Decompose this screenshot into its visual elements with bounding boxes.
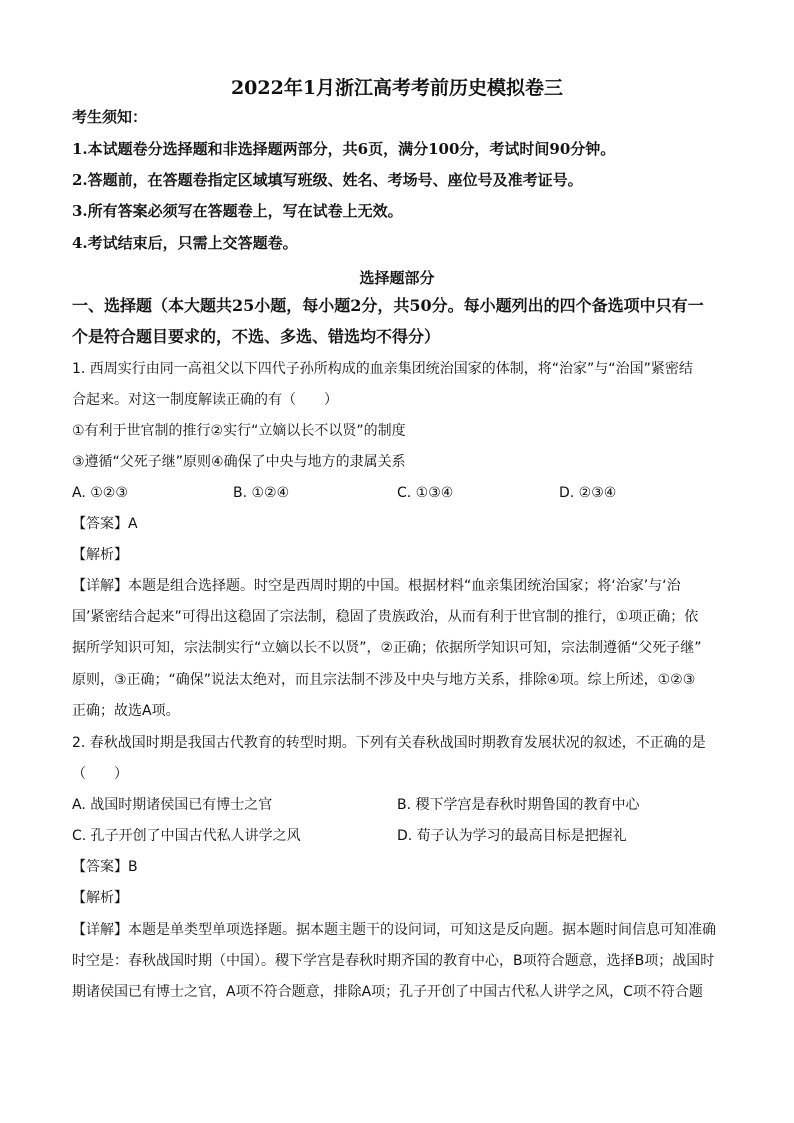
page-title: 2022年1月浙江高考考前历史模拟卷三	[230, 77, 564, 99]
q1-option-b: B. ①②④	[233, 485, 290, 501]
notice-item-2: 2.答题前，在答题卷指定区域填写班级、姓名、考场号、座位号及准考证号。	[72, 171, 583, 189]
q2-detail-line-1: 【详解】本题是单类型单项选择题。据本题主题干的设问词，可知这是反向题。据本题时间信息可知准确	[72, 922, 716, 938]
q1-stem-line-2: 合起来。对这一制度解读正确的有（ ）	[72, 392, 338, 408]
notice-heading: 考生须知：	[72, 108, 148, 126]
q2-detail-line-3: 期诸侯国已有博士之官，A项不符合题意，排除A项；孔子开创了中国古代私人讲学之风，C项不符合题	[72, 984, 703, 1000]
q1-stem-line-4: ③遵循“父死子继”原则④确保了中央与地方的隶属关系	[72, 454, 406, 470]
q1-analysis-label: 【解析】	[72, 547, 128, 563]
q2-option-d: D. 荀子认为学习的最高目标是把握礼	[397, 828, 627, 844]
section-instruction-1: 一、选择题（本大题共25小题，每小题2分，共50分。每小题列出的四个备选项中只有一	[72, 296, 704, 315]
notice-item-1: 1.本试题卷分选择题和非选择题两部分，共6页，满分100分，考试时间90分钟。	[72, 140, 616, 158]
section-title: 选择题部分	[359, 269, 435, 287]
q1-option-d: D. ②③④	[559, 485, 617, 501]
q2-stem-line-1: 2. 春秋战国时期是我国古代教育的转型时期。下列有关春秋战国时期教育发展状况的叙述，不正确的是	[72, 735, 706, 751]
q2-detail-line-2: 时空是：春秋战国时期（中国）。稷下学宫是春秋时期齐国的教育中心，B项符合题意，选择B项；战国时	[72, 953, 715, 969]
q1-detail-line-1: 【详解】本题是组合选择题。时空是西周时期的中国。根据材料“血亲集团统治国家；将‘治家’与‘治	[72, 578, 681, 594]
q1-answer: 【答案】A	[72, 516, 138, 532]
q1-stem-line-3: ①有利于世官制的推行②实行“立嫡以长不以贤”的制度	[72, 423, 406, 439]
q2-option-c: C. 孔子开创了中国古代私人讲学之风	[72, 828, 301, 844]
q1-detail-line-5: 正确；故选A项。	[72, 703, 180, 719]
section-instruction-2: 个是符合题目要求的，不选、多选、错选均不得分）	[72, 327, 441, 346]
q1-detail-line-2: 国’紧密结合起来”可得出这稳固了宗法制，稳固了贵族政治，从而有利于世官制的推行，①项正确；依	[72, 609, 699, 625]
q2-answer: 【答案】B	[72, 859, 138, 875]
notice-item-4: 4.考试结束后，只需上交答题卷。	[72, 234, 298, 252]
notice-item-3: 3.所有答案必须写在答题卷上，写在试卷上无效。	[72, 202, 403, 220]
q1-detail-line-4: 原则，③正确；“确保”说法太绝对，而且宗法制不涉及中央与地方关系，排除④项。综上所述，①②③	[72, 672, 696, 688]
q2-stem-line-2: （ ）	[72, 766, 128, 782]
q2-analysis-label: 【解析】	[72, 890, 128, 906]
q1-detail-line-3: 据所学知识可知，宗法制实行“立嫡以长不以贤”，②正确；依据所学知识可知，宗法制遵循“父死子继”	[72, 640, 702, 656]
q1-option-a: A. ①②③	[72, 485, 128, 501]
q1-stem-line-1: 1. 西周实行由同一高祖父以下四代子孙所构成的血亲集团统治国家的体制，将“治家”与“治国”紧密结	[72, 361, 693, 377]
q2-option-b: B. 稷下学宫是春秋时期鲁国的教育中心	[397, 797, 640, 813]
q1-option-c: C. ①③④	[397, 485, 454, 501]
q2-option-a: A. 战国时期诸侯国已有博士之官	[72, 797, 273, 813]
